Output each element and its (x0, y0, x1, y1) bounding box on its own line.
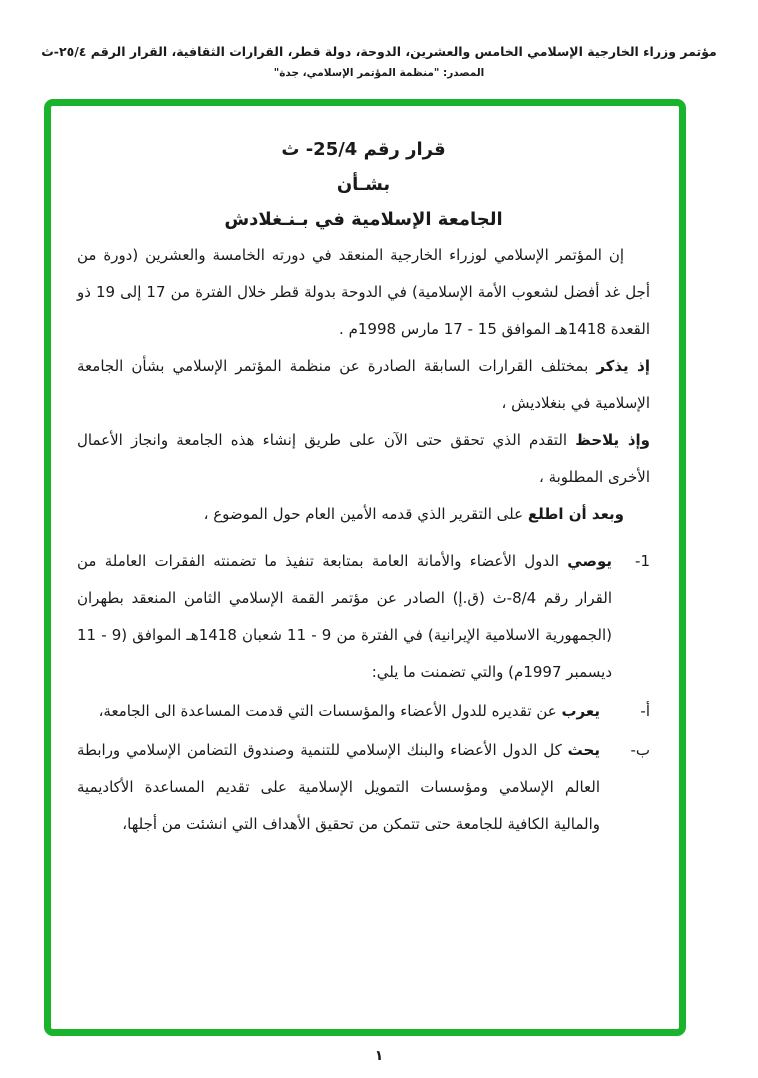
sub-item-lead: يعرب (561, 702, 600, 720)
page-number: ١ (374, 1048, 384, 1064)
preamble-paragraph-3 (77, 422, 650, 496)
page-header (0, 44, 758, 79)
sub-item-b (77, 732, 650, 843)
header-publisher-line: المصدر: "منظمة المؤتمر الإسلامي، جدة" (273, 67, 485, 79)
paragraph-text: على التقرير الذي قدمه الأمين العام حول الموضوع ، (203, 505, 528, 523)
sub-item-body: كل الدول الأعضاء والبنك الإسلامي للتنمية وصندوق التضامن الإسلامي ورابطة العالم الإسلامي ومؤسسات التمويل الإسلامية على تقديم المساعدة الأكاديمية والمالية الكافية للجامعة حتى تتمكن من تحقيق الأهداف التي انشئت من أجلها، (77, 741, 600, 833)
preamble-paragraph-4 (77, 496, 650, 533)
paragraph-lead: إذ يذكر (596, 357, 650, 375)
preamble-paragraph-2 (77, 348, 650, 422)
document-frame (44, 99, 686, 1036)
sub-item-a (77, 693, 650, 730)
resolution-subject-title: الجامعة الإسلامية في بـنـغلادش (224, 209, 503, 230)
item-lead: يوصي (567, 552, 612, 570)
sub-item-text (77, 732, 600, 843)
resolution-body (77, 237, 650, 843)
sub-item-text (77, 693, 600, 730)
item-marker: 1- (635, 552, 650, 570)
resolution-number-title: قرار رقم 25/4- ث (281, 139, 446, 160)
resolution-subject-word: بشـأن (336, 174, 391, 195)
resolution-title-block (77, 132, 650, 237)
paragraph-text: إن المؤتمر الإسلامي لوزراء الخارجية المنعقد في دورته الخامسة والعشرين (دورة من أجل غد أفضل لشعوب الأمة الإسلامية) في الدوحة بدولة قطر خلال الفترة من 17 إلى 19 ذو القعدة 1418هـ الموافق 15 - 17 مارس 1998م . (77, 246, 650, 338)
paragraph-lead: وإذ يلاحظ (575, 431, 650, 449)
paragraph-lead: وبعد أن اطلع (527, 505, 624, 523)
header-source-line: مؤتمر وزراء الخارجية الإسلامي الخامس والعشرين، الدوحة، دولة قطر، القرارات الثقافية، القرار الرقم ٢٥/٤-ث (41, 44, 717, 59)
sub-item-marker: أ- (640, 702, 650, 720)
sub-item-body: عن تقديره للدول الأعضاء والمؤسسات التي قدمت المساعدة الى الجامعة، (98, 702, 562, 720)
item-text (77, 543, 612, 691)
preamble-paragraph-1 (77, 237, 650, 348)
paragraph-text: التقدم الذي تحقق حتى الآن على طريق إنشاء هذه الجامعة وانجاز الأعمال الأخرى المطلوبة ، (77, 431, 650, 486)
operative-item-1 (77, 543, 650, 691)
sub-item-lead: يحث (567, 741, 600, 759)
item-body: الدول الأعضاء والأمانة العامة بمتابعة تنفيذ ما تضمنته الفقرات العاملة من القرار رقم 8/4-ث (ق.إ) الصادر عن مؤتمر القمة الإسلامي الثامن المنعقد بطهران (الجمهورية الاسلامية الإيرانية) في الفترة من 9 - 11 شعبان 1418هـ الموافق (9 - 11 ديسمبر 1997م) والتي تضمنت ما يلي: (77, 552, 613, 681)
sub-item-marker: ب- (630, 741, 650, 759)
paragraph-text: بمختلف القرارات السابقة الصادرة عن منظمة المؤتمر الإسلامي بشأن الجامعة الإسلامية في بنغلاديش ، (77, 357, 650, 412)
